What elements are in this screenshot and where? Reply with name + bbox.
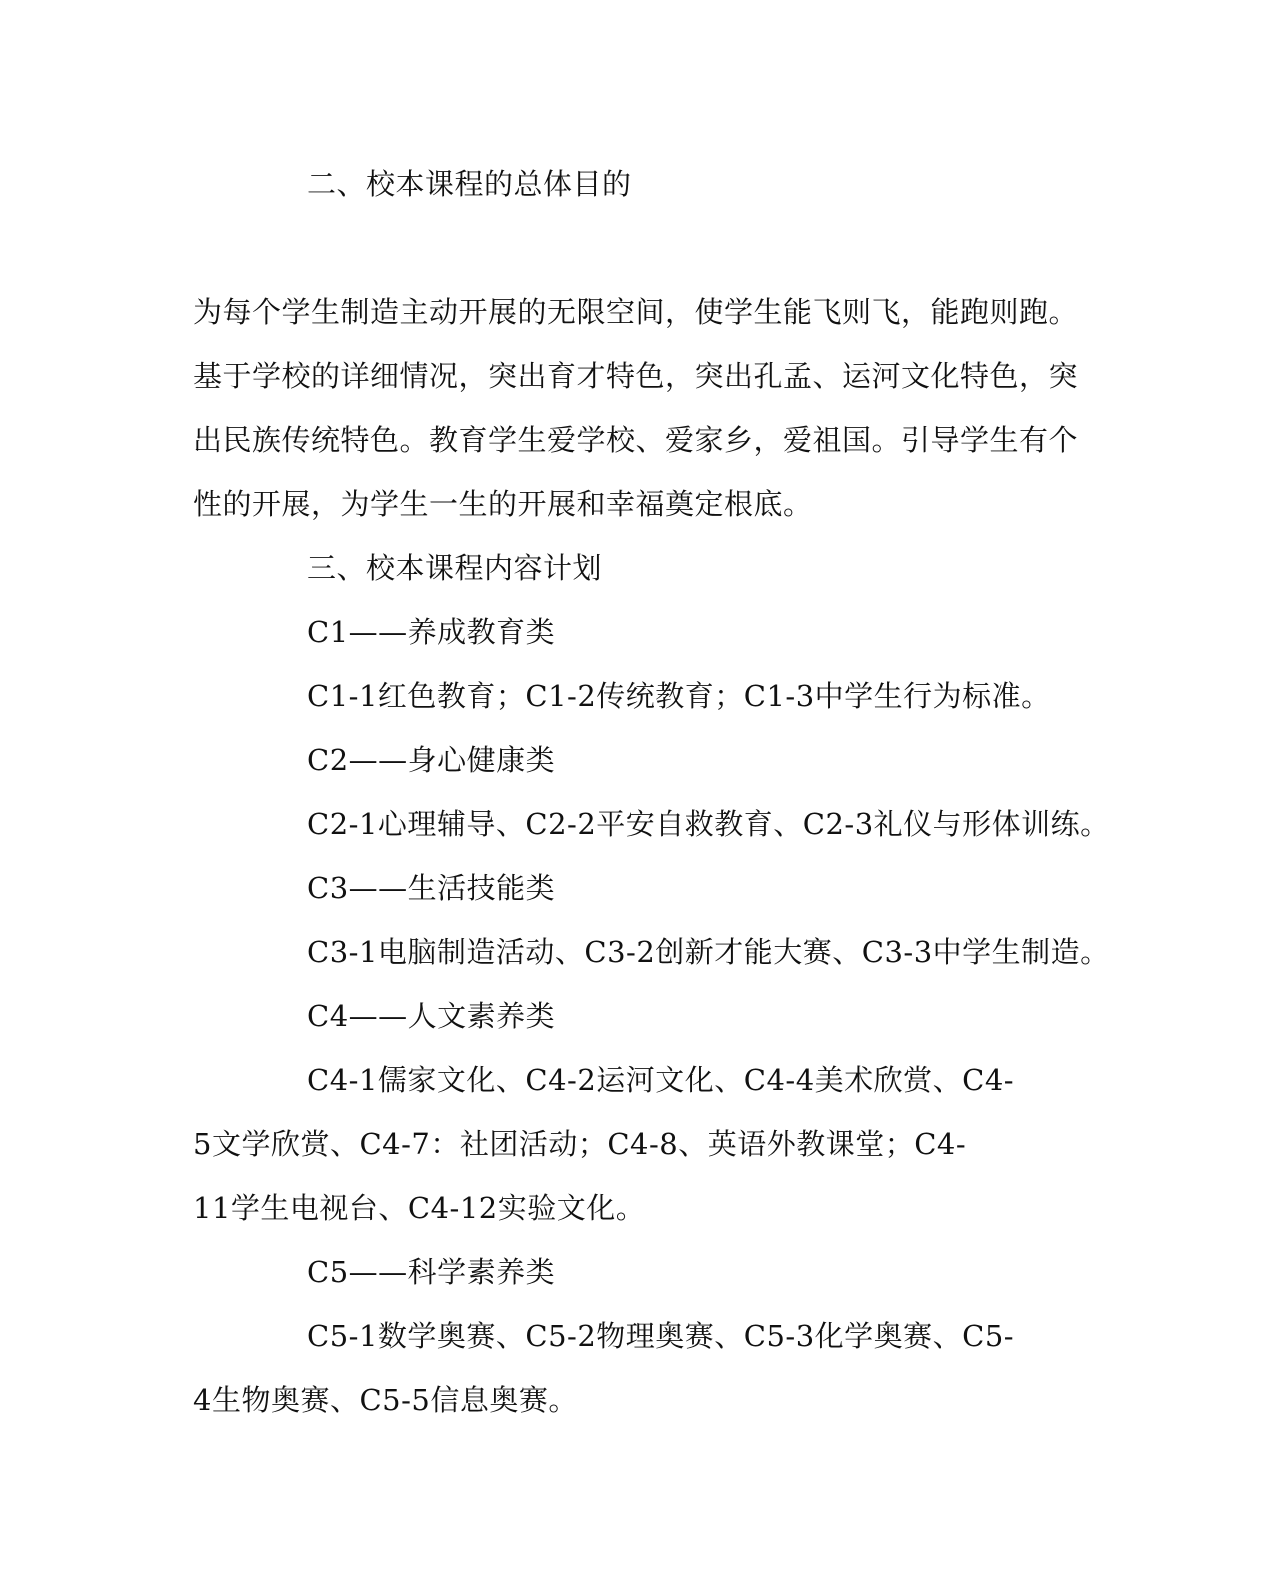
category-items-c4: 11学生电视台、C4-12实验文化。 [193, 1191, 646, 1225]
section-heading-3: 三、校本课程内容计划 [307, 551, 603, 585]
category-title-c5: C5——科学素养类 [307, 1255, 556, 1289]
category-items-c4: 5文学欣赏、C4-7：社团活动；C4-8、英语外教课堂；C4- [193, 1127, 967, 1161]
section-heading-2: 二、校本课程的总体目的 [307, 167, 632, 201]
category-title-c3: C3——生活技能类 [307, 871, 556, 905]
category-items-c5: C5-1数学奥赛、C5-2物理奥赛、C5-3化学奥赛、C5- [307, 1319, 1015, 1353]
paragraph-line: 出民族传统特色。教育学生爱学校、爱家乡，爱祖国。引导学生有个 [193, 423, 1079, 457]
category-title-c2: C2——身心健康类 [307, 743, 556, 777]
category-items-c1: C1-1红色教育；C1-2传统教育；C1-3中学生行为标准。 [307, 679, 1051, 713]
category-items-c4: C4-1儒家文化、C4-2运河文化、C4-4美术欣赏、C4- [307, 1063, 1015, 1097]
category-items-c2: C2-1心理辅导、C2-2平安自救教育、C2-3礼仪与形体训练。 [307, 807, 1110, 841]
category-items-c5: 4生物奥赛、C5-5信息奥赛。 [193, 1383, 578, 1417]
category-title-c4: C4——人文素养类 [307, 999, 556, 1033]
paragraph-line: 性的开展，为学生一生的开展和幸福奠定根底。 [193, 487, 813, 521]
paragraph-line: 为每个学生制造主动开展的无限空间，使学生能飞则飞，能跑则跑。 [193, 295, 1079, 329]
paragraph-line: 基于学校的详细情况，突出育才特色，突出孔孟、运河文化特色，突 [193, 359, 1079, 393]
category-title-c1: C1——养成教育类 [307, 615, 556, 649]
category-items-c3: C3-1电脑制造活动、C3-2创新才能大赛、C3-3中学生制造。 [307, 935, 1110, 969]
